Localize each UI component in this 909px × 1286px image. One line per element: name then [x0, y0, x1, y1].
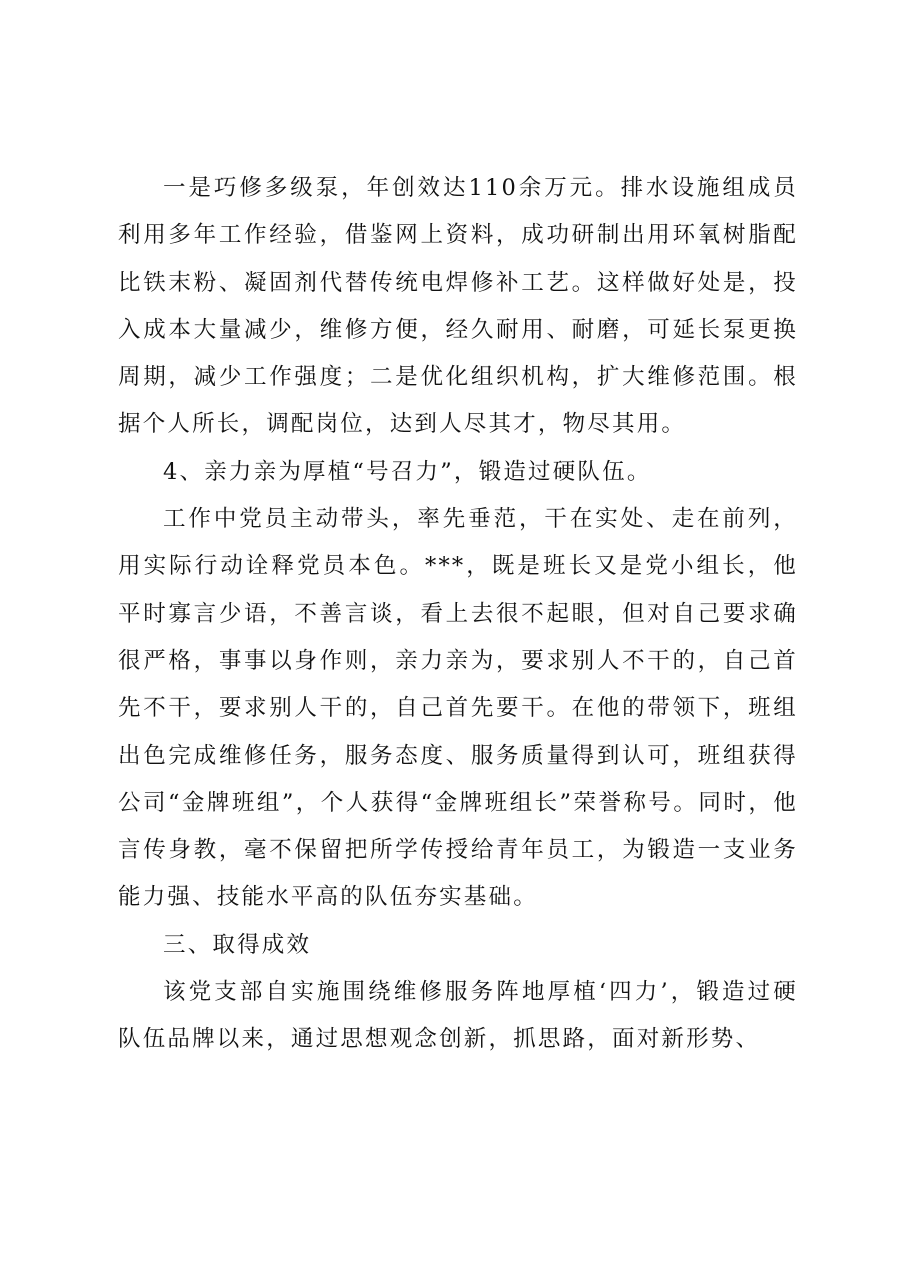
paragraph-pump-repair: 一是巧修多级泵，年创效达110余万元。排水设施组成员利用多年工作经验，借鉴网上资料，成功研制出用环氧树脂配比铁末粉、凝固剂代替传统电焊修补工艺。这样做好处是，投入成本大量减少，维修方便，经久耐用、耐磨，可延长泵更换周期，减少工作强度；二是优化组织机构，扩大维修范围。根据个人所长，调配岗位，达到人尽其才，物尽其用。 [118, 175, 798, 438]
paragraph-party-members: 工作中党员主动带头，率先垂范，干在实处、走在前列，用实际行动诠释党员本色。***，既是班长又是党小组长，他平时寡言少语，不善言谈，看上去很不起眼，但对自己要求确很严格，事事以身作则，亲力亲为，要求别人不干的，自己首先不干，要求别人干的，自己首先要干。在他的带领下，班组出色完成维修任务，服务态度、服务质量得到认可，班组获得公司“金牌班组”，个人获得“金牌班组长”荣誉称号。同时，他言传身教，毫不保留把所学传授给青年员工，为锻造一支业务能力强、技能水平高的队伍夯实基础。 [118, 506, 798, 911]
section-heading-results: 三、取得成效 [163, 931, 312, 958]
section-heading-4: 4、亲力亲为厚植“号召力”，锻造过硬队伍。 [163, 458, 652, 485]
paragraph-results: 该党支部自实施围绕维修服务阵地厚植‘四力’，锻造过硬队伍品牌以来，通过思想观念创新，抓思路，面对新形势、 [118, 979, 798, 1053]
document-body [118, 165, 798, 1064]
